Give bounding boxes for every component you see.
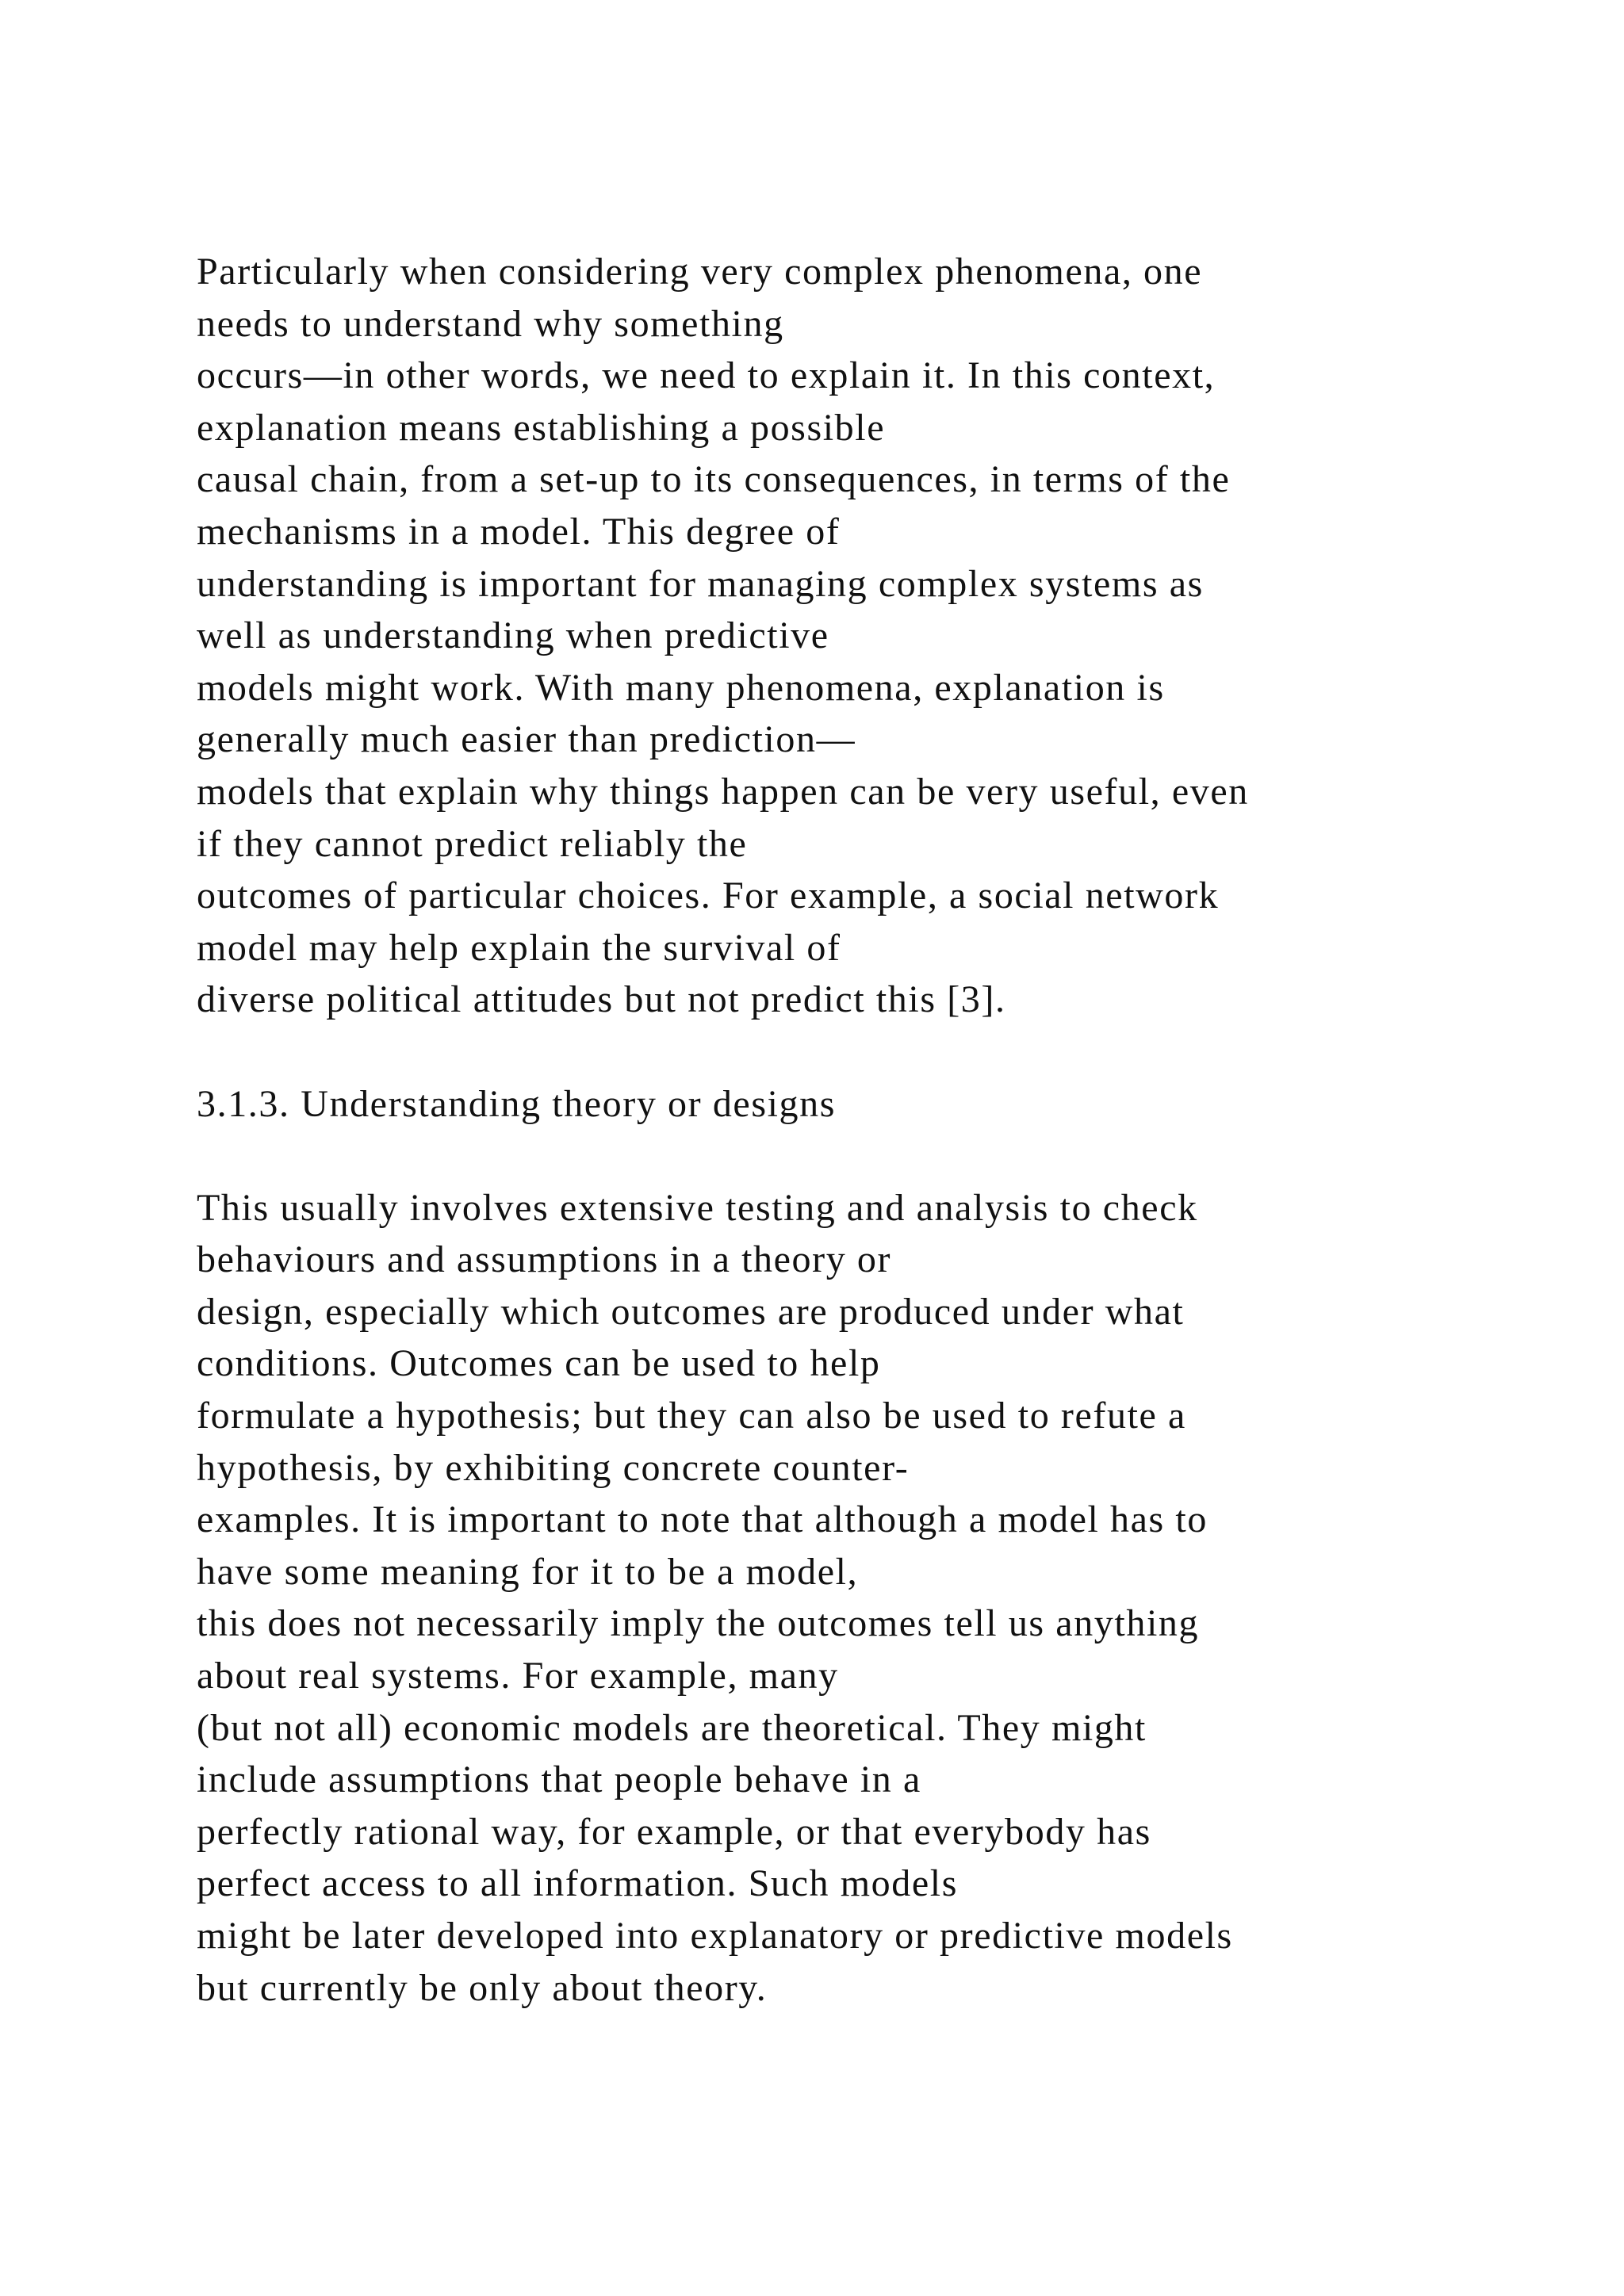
text-line: This usually involves extensive testing and analysis to check (197, 1186, 1198, 1229)
text-line: include assumptions that people behave in a (197, 1758, 921, 1801)
text-line: occurs—in other words, we need to explain it. In this context, (197, 354, 1216, 397)
text-line: conditions. Outcomes can be used to help (197, 1342, 881, 1385)
text-line: but currently be only about theory. (197, 1966, 768, 2009)
text-line: generally much easier than prediction— (197, 718, 856, 761)
paragraph-spacer (197, 1130, 1529, 1182)
section-heading: 3.1.3. Understanding theory or designs (197, 1082, 837, 1125)
text-line: examples. It is important to note that although a model has to (197, 1498, 1208, 1541)
text-line: outcomes of particular choices. For example, a social network (197, 874, 1220, 917)
text-line: model may help explain the survival of (197, 926, 841, 969)
text-line: perfect access to all information. Such models (197, 1862, 958, 1905)
paragraph-spacer (197, 1026, 1529, 1078)
text-line: (but not all) economic models are theoretical. They might (197, 1706, 1147, 1749)
text-line: mechanisms in a model. This degree of (197, 510, 841, 553)
text-line: diverse political attitudes but not predict this [3]. (197, 978, 1006, 1021)
text-line: needs to understand why something (197, 302, 784, 345)
text-line: this does not necessarily imply the outcomes tell us anything (197, 1602, 1200, 1645)
text-line: explanation means establishing a possible (197, 406, 886, 449)
text-line: if they cannot predict reliably the (197, 822, 748, 865)
document-page (197, 246, 1529, 2014)
text-line: understanding is important for managing complex systems as (197, 562, 1204, 605)
text-line: perfectly rational way, for example, or that everybody has (197, 1810, 1151, 1853)
text-line: models that explain why things happen can be very useful, even (197, 770, 1249, 813)
text-line: have some meaning for it to be a model, (197, 1550, 859, 1593)
text-line: causal chain, from a set-up to its consequences, in terms of the (197, 458, 1231, 501)
text-line: models might work. With many phenomena, explanation is (197, 666, 1165, 709)
text-line: about real systems. For example, many (197, 1655, 839, 1697)
text-line: well as understanding when predictive (197, 614, 829, 657)
text-line: design, especially which outcomes are produced under what (197, 1290, 1185, 1333)
text-line: behaviours and assumptions in a theory or (197, 1238, 892, 1281)
text-line: hypothesis, by exhibiting concrete counter- (197, 1446, 910, 1489)
paragraph-theory-designs (197, 1182, 1529, 2015)
text-line: formulate a hypothesis; but they can also be used to refute a (197, 1395, 1186, 1437)
text-line: Particularly when considering very complex phenomena, one (197, 251, 1203, 293)
text-line: might be later developed into explanatory or predictive models (197, 1915, 1233, 1957)
paragraph-explanation (197, 246, 1529, 1026)
